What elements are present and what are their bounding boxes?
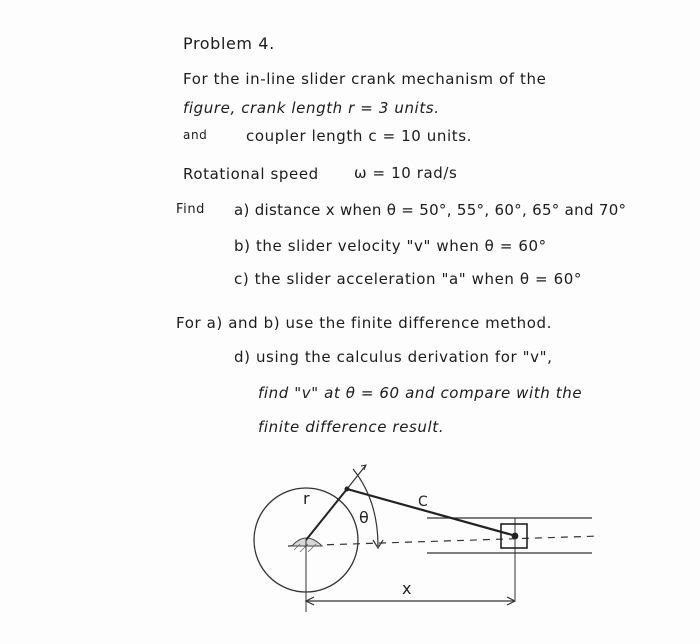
slider-pin (512, 533, 519, 540)
theta-label: θ (359, 508, 369, 527)
part-a: a) distance x when θ = 50°, 55°, 60°, 65° and 70° (234, 201, 627, 219)
intro-line-3-coupler: coupler length c = 10 units. (246, 127, 473, 145)
part-b: b) the slider velocity "v" when θ = 60° (234, 237, 547, 255)
problem-heading: Problem 4. (183, 34, 275, 53)
part-d-line-2: find "v" at θ = 60 and compare with the (258, 384, 583, 402)
part-c: c) the slider acceleration "a" when θ = 60° (234, 270, 582, 288)
distance-label-x: x (402, 579, 412, 598)
coupler-link (347, 489, 516, 536)
part-d-line-1: d) using the calculus derivation for "v", (234, 348, 553, 366)
part-d-line-3: finite difference result. (258, 418, 445, 436)
method-note: For a) and b) use the finite difference method. (176, 314, 553, 332)
speed-value: ω = 10 rad/s (354, 164, 458, 182)
coupler-label-c: C (418, 494, 428, 510)
speed-label: Rotational speed (183, 165, 319, 183)
intro-line-3-and: and (183, 128, 208, 142)
intro-line-1: For the in-line slider crank mechanism of the (183, 70, 547, 88)
center-line (288, 536, 600, 546)
crank-joint (345, 487, 350, 492)
crank-link (306, 489, 347, 540)
crank-extension-line (347, 465, 366, 489)
crank-label-r: r (303, 489, 310, 508)
find-label: Find (176, 202, 206, 217)
intro-line-2: figure, crank length r = 3 units. (183, 99, 440, 117)
